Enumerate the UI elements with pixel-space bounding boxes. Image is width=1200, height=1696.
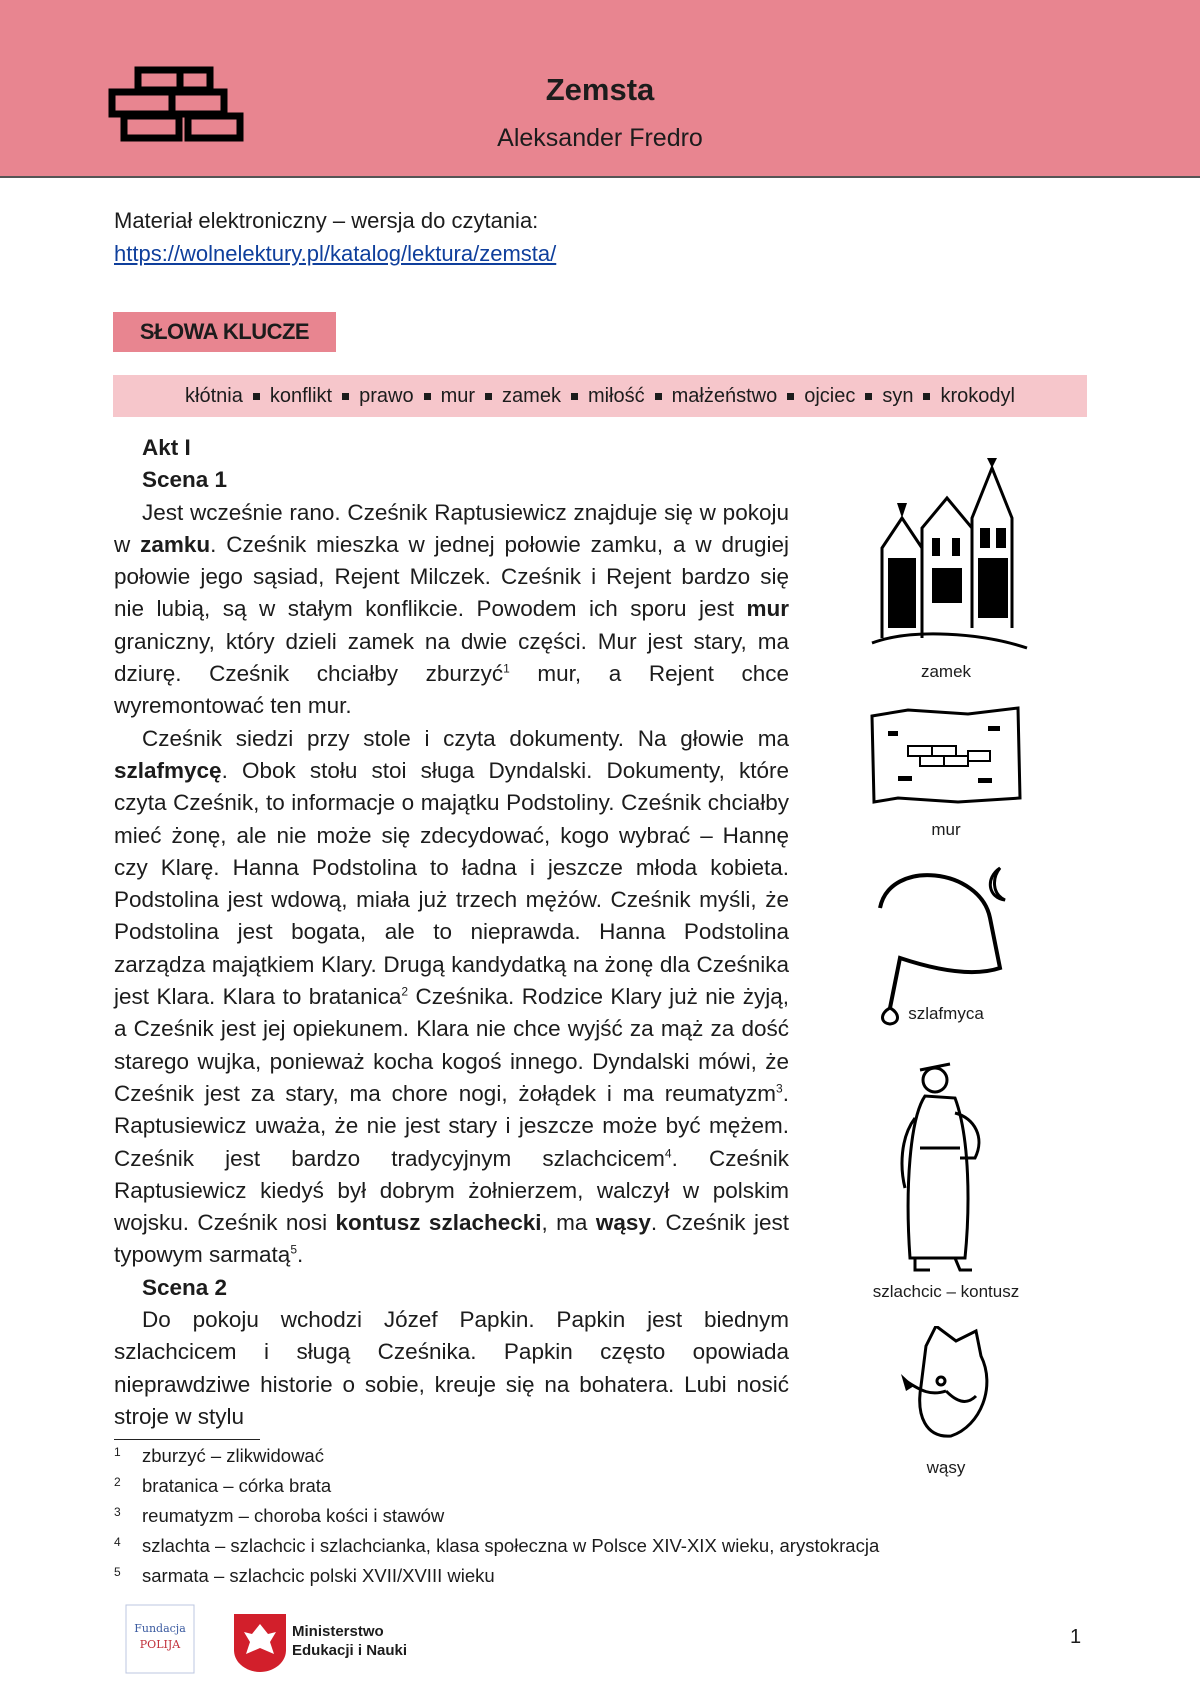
footnote-ref: 4 (664, 1146, 672, 1161)
footnote: 4 szlachta – szlachcic i szlachcianka, klasa społeczna w Polsce XIV-XIX wieku, arystokracja (114, 1535, 880, 1556)
keyword: małżeństwo (671, 385, 778, 407)
keyword: zamek (502, 385, 561, 407)
keyword: kłótnia (185, 385, 243, 407)
scene-heading: Scena 1 (142, 467, 228, 493)
document-author: Aleksander Fredro (497, 124, 703, 152)
figure-caption: wąsy (926, 1458, 966, 1477)
material-label: Materiał elektroniczny – wersja do czytania: (114, 208, 539, 233)
footnote: 2 bratanica – córka brata (114, 1475, 332, 1496)
keywords-title: SŁOWA KLUCZE (113, 312, 336, 352)
svg-text:POLIJA: POLIJA (139, 1638, 181, 1651)
paragraph: Do pokoju wchodzi Józef Papkin. Papkin jest biednym szlachcicem i sługą Cześnika. Papkin często opowiada nieprawdziwe historie o sobie, kreuje się na bohatera. Lubi nosić stroje w stylu (114, 1307, 789, 1429)
mustache-icon (896, 1326, 996, 1446)
keyword: konflikt (269, 385, 333, 407)
material-info (114, 204, 556, 270)
keyword: syn (882, 385, 914, 407)
material-link[interactable]: https://wolnelektury.pl/katalog/lektura/zemsta/ (114, 241, 557, 266)
footnote: 3 reumatyzm – choroba kości i stawów (114, 1505, 445, 1526)
nightcap-icon (870, 858, 1020, 1028)
figure-caption: zamek (920, 662, 972, 681)
footnote: 1 zburzyć – zlikwidować (114, 1445, 324, 1466)
scene-heading: Scena 2 (142, 1274, 228, 1300)
figure-caption: mur (931, 820, 961, 839)
footnote-ref: 3 (776, 1081, 783, 1096)
document-title: Zemsta (545, 72, 655, 107)
keyword: prawo (359, 385, 414, 407)
figure-caption: szlachcic – kontusz (872, 1282, 1020, 1301)
footnote-ref: 5 (290, 1242, 297, 1257)
svg-text:Fundacja: Fundacja (134, 1622, 186, 1635)
keyword: ojciec (804, 385, 856, 407)
figure-caption: szlafmyca (908, 1004, 984, 1023)
main-text (114, 432, 789, 1433)
footnote-ref: 1 (503, 661, 510, 676)
nobleman-icon (890, 1058, 1000, 1278)
keyword: miłość (587, 385, 645, 407)
castle-icon (862, 458, 1032, 658)
paragraph: Cześnik siedzi przy stole i czyta dokumenty. Na głowie ma szlafmycę. Obok stołu stoi sługa Dyndalski. Dokumenty, które czyta Cześnik, to informacje o majątku Podstoliny. Cześnik chciałby mieć żonę, ale nie może się zdecydować, kogo wybrać – Hannę czy Klarę. Hanna Podstolina to ładna i jeszcze młoda kobieta. Podstolina jest wdową, miała już trzech mężów. Cześnik myśli, że Podstolina jest bogata, ale to nieprawda. Hanna Podstolina zarządza majątkiem Klary. Drugą kandydatką na żonę dla Cześnika jest Klara. Klara to bratanica$^2$ Cześnika. Rodzice Klary już nie żyją, a Cześnik jest jej opiekunem. Klara nie chce wyjść za mąż za dość starego wujka, ponieważ kocha kogoś innego. Dyndalski mówi, że Cześnik jest za stary, ma chore nogi, żołądek i ma reumatyzm$^3$. Raptusiewicz uważa, że nie jest stary i jeszcze może być mężem. Cześnik jest bardzo tradycyjnym szlachcicem$^4$. Cześnik Raptusiewicz kiedyś był dobrym żołnierzem, walczył w polskim wojsku. Cześnik nosi kontusz szlachecki, ma wąsy. Cześnik jest typowym sarmatą$^5$. (114, 725, 789, 1268)
footnote: 5 sarmata – szlachcic polski XVII/XVIII wieku (114, 1565, 495, 1586)
keyword: mur (440, 385, 476, 407)
header-banner (0, 0, 1200, 178)
ministry-name: Ministerstwo Edukacji i Nauki (292, 1623, 408, 1659)
footnote-ref: 2 (401, 984, 409, 999)
keywords-bar (113, 375, 1087, 417)
page-number: 1 (1070, 1626, 1082, 1648)
wall-icon (868, 706, 1024, 806)
foundation-logo (125, 1604, 195, 1674)
act-heading: Akt I (142, 435, 191, 460)
paragraph: Jest wcześnie rano. Cześnik Raptusiewicz znajduje się w pokoju w zamku. Cześnik mieszka w jednej połowie zamku, a w drugiej połowie jego sąsiad, Rejent Milczek. Cześnik i Rejent bardzo się nie lubią, są w stałym konflikcie. Powodem ich sporu jest mur graniczny, który dzieli zamek na dwie części. Mur jest stary, ma dziurę. Cześnik chciałby zburzyć$^1$ mur, a Rejent chce wyremontować ten mur. (114, 499, 790, 719)
coat-of-arms-icon (230, 1610, 290, 1674)
keyword: krokodyl (940, 385, 1015, 407)
footnote-divider (114, 1439, 260, 1440)
